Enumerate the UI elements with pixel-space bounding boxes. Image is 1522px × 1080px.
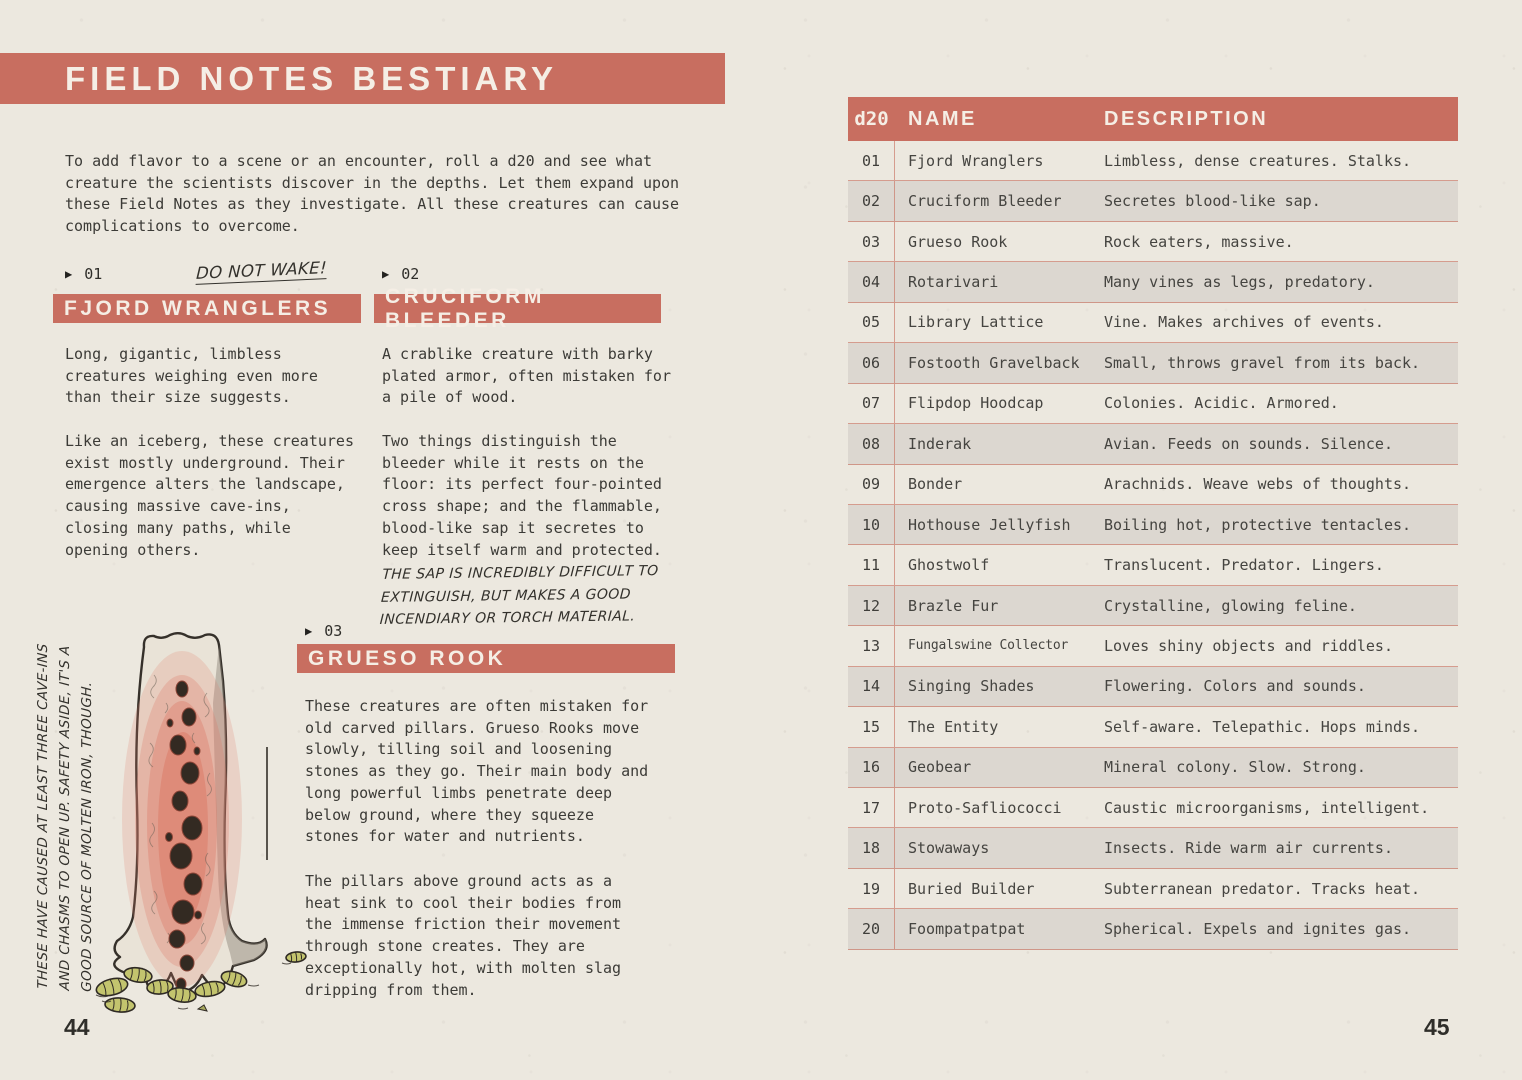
fjord-paragraph-1: Long, gigantic, limbless creatures weighing even more than their size suggests. [65,345,318,407]
name-cell: Fostooth Gravelback [908,353,1080,372]
cruciform-paragraph-2: Two things distinguish the bleeder while it rests on the floor: its perfect four-pointed cross shape; and the flammable, blood-like sap it secretes to keep itself warm and protected. [382,432,662,559]
name-cell: Cruciform Bleeder [908,192,1062,211]
roll-cell: 19 [848,869,895,908]
description-cell: Avian. Feeds on sounds. Silence. [1104,434,1393,453]
description-cell: Arachnids. Weave webs of thoughts. [1104,475,1412,494]
intro-paragraph: To add flavor to a scene or an encounter, roll a d20 and see what creature the scientists discover in the depths. Let them expand upon these Field Notes as they investigate. All these creatures can cause complications to overcome. [65,152,680,236]
page-number-left: 44 [64,1014,90,1040]
entry-number: 01 [84,265,103,283]
table-row [848,748,1458,788]
name-cell: Rotarivari [908,273,999,292]
description-cell: Insects. Ride warm air currents. [1104,839,1393,858]
bestiary-table [848,97,1458,950]
roll-cell: 17 [848,788,895,827]
illustration-scale-line [266,747,268,860]
cruciform-paragraph-1: A crablike creature with barky plated armor, often mistaken for a pile of wood. [382,345,671,407]
description-cell: Crystalline, glowing feline. [1104,596,1357,615]
handwritten-margin-note: THESE HAVE CAUSED AT LEAST THREE CAVE-INS AND CHASMS TO OPEN UP. SAFETY ASIDE, IT'S A GOOD SOURCE OF MOLTEN IRON, THOUGH. [35,642,95,993]
table-row [848,707,1458,747]
description-cell: Flowering. Colors and sounds. [1104,677,1366,696]
table-body [848,141,1458,950]
handwritten-note-sap: THE SAP IS INCREDIBLY DIFFICULT TO EXTINGUISH, BUT MAKES A GOOD INCENDIARY OR TORCH MATERIAL. [379,563,660,628]
page-title-banner [0,53,725,104]
table-row [848,545,1458,585]
name-cell: Grueso Rook [908,232,1008,251]
description-cell: Spherical. Expels and ignites gas. [1104,920,1412,939]
roll-cell: 13 [848,626,895,665]
roll-cell: 08 [848,424,895,463]
table-row [848,788,1458,828]
description-cell: Caustic microorganisms, intelligent. [1104,798,1430,817]
roll-cell: 10 [848,505,895,544]
roll-cell: 01 [848,141,895,180]
marker-arrow-icon: ▶ [305,624,313,638]
table-row [848,181,1458,221]
table-row [848,465,1458,505]
name-cell: Flipdop Hoodcap [908,394,1044,413]
roll-cell: 09 [848,465,895,504]
description-cell: Many vines as legs, predatory. [1104,273,1375,292]
entry-heading-cruciform-bleeder: CRUCIFORM BLEEDER [374,294,661,323]
entry-marker-01 [65,264,102,284]
marker-arrow-icon: ▶ [65,267,73,281]
roll-cell: 18 [848,828,895,867]
roll-cell: 06 [848,343,895,382]
table-row [848,262,1458,302]
entry-marker-02 [382,264,419,284]
table-row [848,828,1458,868]
name-cell: Ghostwolf [908,556,990,575]
table-row [848,505,1458,545]
table-row [848,343,1458,383]
table-row [848,909,1458,949]
roll-cell: 05 [848,303,895,342]
description-cell: Secretes blood-like sap. [1104,192,1321,211]
description-cell: Subterranean predator. Tracks heat. [1104,879,1421,898]
roll-cell: 14 [848,667,895,706]
roll-cell: 20 [848,909,895,948]
page-number-right: 45 [1424,1014,1450,1040]
description-cell: Vine. Makes archives of events. [1104,313,1384,332]
roll-cell: 03 [848,222,895,261]
roll-cell: 16 [848,748,895,787]
header-name: NAME [908,107,977,130]
description-cell: Small, throws gravel from its back. [1104,353,1421,372]
entry-heading-grueso-rook: GRUESO ROOK [297,644,675,673]
grueso-paragraph-2: The pillars above ground acts as a heat sink to cool their bodies from the immense friction their movement through stone creates. They are exceptionally hot, with molten slag dripping from them. [305,872,622,999]
roll-cell: 02 [848,181,895,220]
table-row [848,303,1458,343]
description-cell: Self-aware. Telepathic. Hops minds. [1104,717,1421,736]
description-cell: Limbless, dense creatures. Stalks. [1104,151,1412,170]
name-cell: Brazle Fur [908,596,999,615]
description-cell: Boiling hot, protective tentacles. [1104,515,1412,534]
roll-cell: 07 [848,384,895,423]
table-row [848,141,1458,181]
name-cell: Geobear [908,758,972,777]
name-cell: Proto-Safliococci [908,798,1062,817]
entry-number: 02 [401,265,420,283]
name-cell: Library Lattice [908,313,1044,332]
name-cell: Inderak [908,434,972,453]
name-cell: Fungalswine Collector [908,638,1069,654]
table-header-row [848,97,1458,141]
name-cell: The Entity [908,717,999,736]
description-cell: Loves shiny objects and riddles. [1104,636,1393,655]
name-cell: Stowaways [908,839,990,858]
name-cell: Hothouse Jellyfish [908,515,1071,534]
name-cell: Bonder [908,475,963,494]
name-cell: Singing Shades [908,677,1035,696]
entry-heading-fjord-wranglers: FJORD WRANGLERS [53,294,361,323]
table-row [848,586,1458,626]
table-row [848,626,1458,666]
description-cell: Rock eaters, massive. [1104,232,1294,251]
grueso-paragraph-1: These creatures are often mistaken for old carved pillars. Grueso Rooks move slowly, tilling soil and loosening stones as they go. Their main body and long powerful limbs penetrate deep below ground, where they squeeze stones for water and nutrients. [305,697,649,846]
table-row [848,869,1458,909]
name-cell: Buried Builder [908,879,1035,898]
roll-cell: 15 [848,707,895,746]
roll-cell: 04 [848,262,895,301]
table-row [848,424,1458,464]
table-row [848,222,1458,262]
table-row [848,384,1458,424]
description-cell: Translucent. Predator. Lingers. [1104,556,1384,575]
roll-cell: 12 [848,586,895,625]
name-cell: Foompatpatpat [908,920,1026,939]
page-title: FIELD NOTES BESTIARY [65,59,558,97]
description-cell: Mineral colony. Slow. Strong. [1104,758,1366,777]
header-d20: d20 [854,108,889,130]
name-cell: Fjord Wranglers [908,151,1044,170]
header-description: DESCRIPTION [1104,107,1269,130]
entry-number: 03 [324,622,343,640]
marker-arrow-icon: ▶ [382,267,390,281]
description-cell: Colonies. Acidic. Armored. [1104,394,1339,413]
roll-cell: 11 [848,545,895,584]
fjord-paragraph-2: Like an iceberg, these creatures exist mostly underground. Their emergence alters the landscape, causing massive cave-ins, closing many paths, while opening others. [65,432,354,559]
handwritten-note-do-not-wake: DO NOT WAKE! [196,258,328,285]
table-row [848,667,1458,707]
grueso-rook-illustration [82,623,312,1017]
